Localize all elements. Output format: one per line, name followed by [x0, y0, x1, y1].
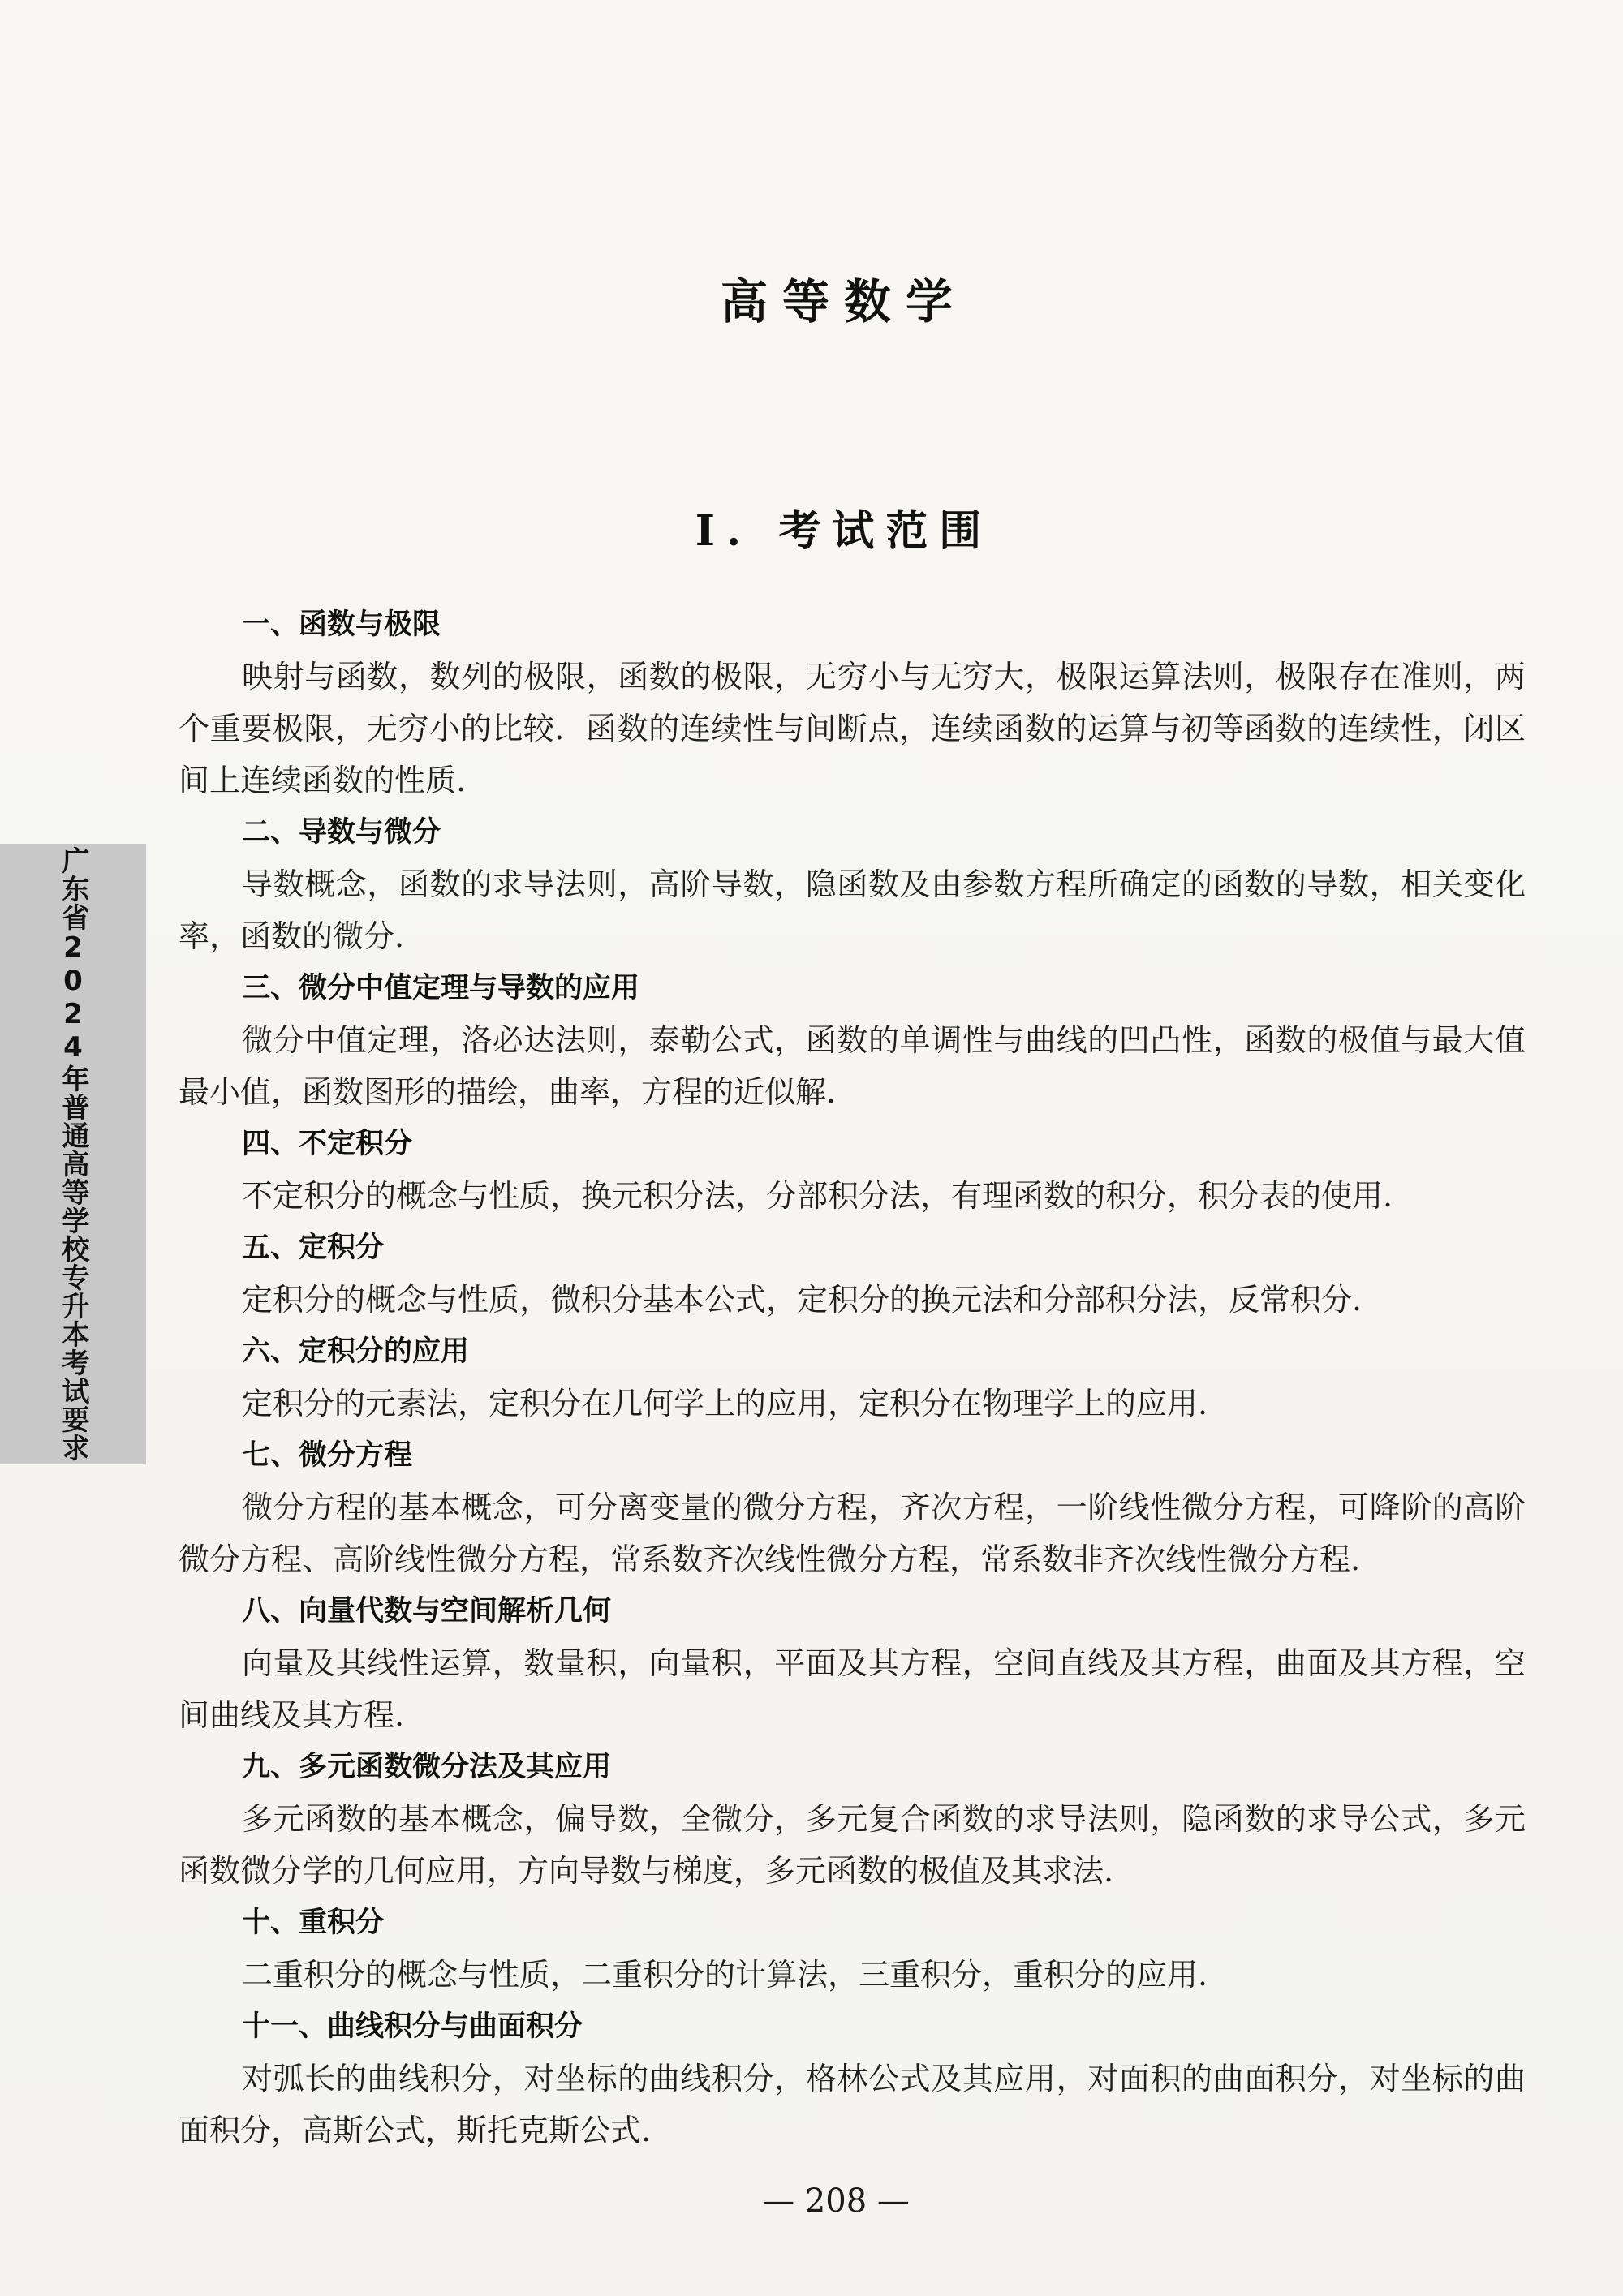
- page-number: — 208 —: [762, 2182, 910, 2220]
- topic-heading: 七、微分方程: [242, 1439, 413, 1472]
- topic-heading: 六、定积分的应用: [242, 1335, 470, 1368]
- topic-body: 定积分的元素法，定积分在几何学上的应用，定积分在物理学上的应用.: [242, 1386, 1208, 1421]
- topic-body: 微分中值定理，洛必达法则，泰勒公式，函数的单调性与曲线的凹凸性，函数的极值与最大值最小值，函数图形的描绘，曲率，方程的近似解.: [179, 1022, 1526, 1110]
- topic-heading: 二、导数与微分: [242, 816, 441, 849]
- topic-body: 二重积分的概念与性质，二重积分的计算法，三重积分，重积分的应用.: [242, 1957, 1208, 1993]
- topic-heading: 五、定积分: [242, 1232, 385, 1264]
- topic-vector-algebra: [179, 1593, 1526, 1741]
- topic-definite-integral: [179, 1230, 1526, 1326]
- topic-body: 对弧长的曲线积分，对坐标的曲线积分，格林公式及其应用，对面积的曲面积分，对坐标的曲面积分，高斯公式，斯托克斯公式.: [179, 2061, 1526, 2148]
- topic-body: 多元函数的基本概念，偏导数，全微分，多元复合函数的求导法则，隐函数的求导公式，多元函数微分学的几何应用，方向导数与梯度，多元函数的极值及其求法.: [179, 1801, 1526, 1889]
- topic-indefinite-integral: [179, 1126, 1526, 1222]
- topic-body: 向量及其线性运算，数量积，向量积，平面及其方程，空间直线及其方程，曲面及其方程，空间曲线及其方程.: [179, 1645, 1526, 1733]
- topic-differential-equations: [179, 1438, 1526, 1585]
- topic-heading: 三、微分中值定理与导数的应用: [242, 972, 640, 1004]
- section-title: I. 考试范围: [695, 506, 993, 556]
- topic-body: 导数概念，函数的求导法则，高阶导数，隐函数及由参数方程所确定的函数的导数，相关变化率，函数的微分.: [179, 866, 1526, 954]
- topic-mean-value: [179, 970, 1526, 1118]
- topic-list: [179, 599, 1526, 2156]
- topic-heading: 十、重积分: [242, 1907, 385, 1939]
- topic-body: 不定积分的概念与性质，换元积分法，分部积分法，有理函数的积分，积分表的使用.: [242, 1178, 1393, 1214]
- topic-line-surface-integrals: [179, 2009, 1526, 2156]
- topic-heading: 四、不定积分: [242, 1128, 413, 1160]
- side-tab: [0, 844, 146, 1464]
- book-title: 高等数学: [720, 274, 967, 329]
- topic-multivariable-differential: [179, 1749, 1526, 1897]
- topic-body: 微分方程的基本概念，可分离变量的微分方程，齐次方程，一阶线性微分方程，可降阶的高阶微分方程、高阶线性微分方程，常系数齐次线性微分方程，常系数非齐次线性微分方程.: [179, 1490, 1526, 1577]
- topic-heading: 九、多元函数微分法及其应用: [242, 1751, 612, 1783]
- topic-functions-limits: [179, 607, 1526, 806]
- topic-derivatives: [179, 815, 1526, 962]
- topic-integral-applications: [179, 1334, 1526, 1430]
- topic-body: 映射与函数，数列的极限，函数的极限，无穷小与无穷大，极限运算法则，极限存在准则，两个重要极限，无穷小的比较．函数的连续性与间断点，连续函数的运算与初等函数的连续性，闭区间上连续函数的性质.: [179, 659, 1526, 798]
- topic-body: 定积分的概念与性质，微积分基本公式，定积分的换元法和分部积分法，反常积分.: [242, 1282, 1363, 1318]
- topic-heading: 八、向量代数与空间解析几何: [242, 1595, 612, 1627]
- topic-heading: 一、函数与极限: [242, 608, 441, 641]
- topic-heading: 十一、曲线积分与曲面积分: [242, 2010, 583, 2043]
- side-tab-text: 广东省2024年普通高等学校专升本考试要求: [57, 846, 89, 1462]
- topic-multiple-integrals: [179, 1905, 1526, 2001]
